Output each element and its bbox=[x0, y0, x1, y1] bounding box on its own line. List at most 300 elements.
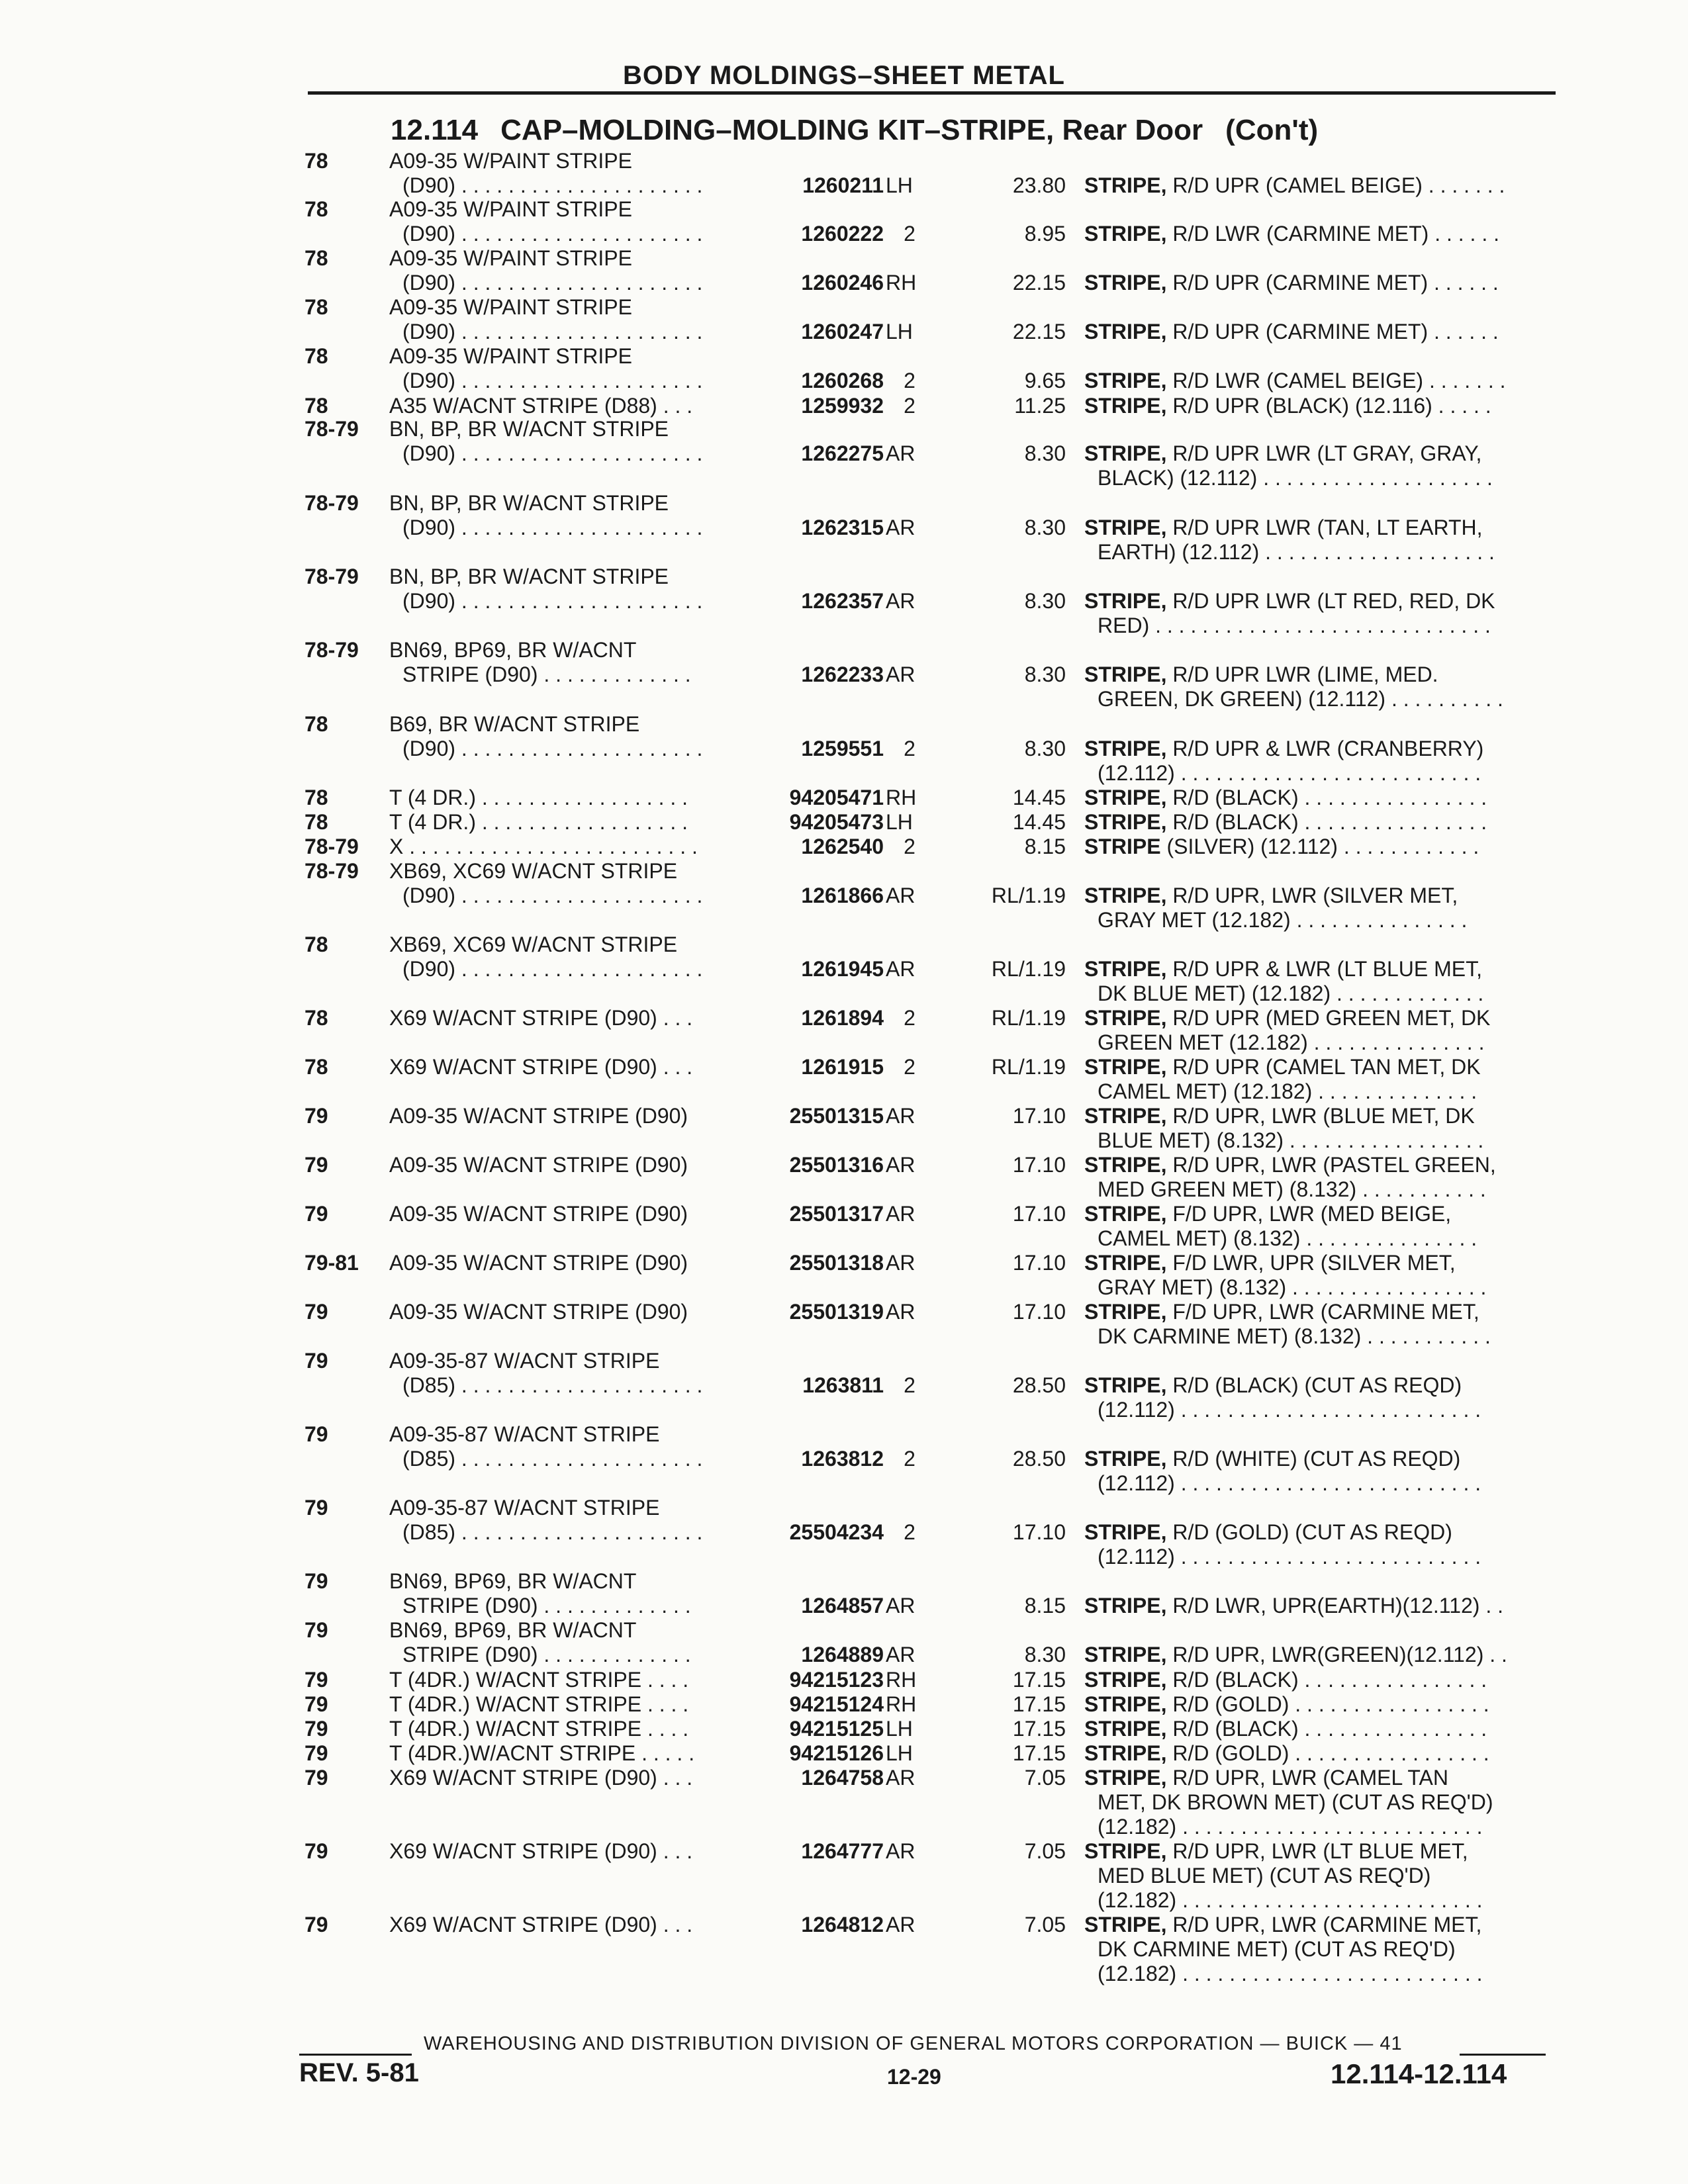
part-row bbox=[0, 1153, 1688, 1201]
model-description bbox=[389, 638, 740, 687]
price: 17.10 bbox=[1012, 1202, 1066, 1226]
part-number: 25501316 bbox=[789, 1153, 884, 1177]
price: 7.05 bbox=[1024, 1766, 1066, 1790]
part-number: 1262357 bbox=[801, 589, 884, 613]
model-line: A09-35 W/ACNT STRIPE (D90) bbox=[389, 1300, 688, 1324]
model-line: T (4 DR.) . . . . . . . . . . . . . . . . . . bbox=[389, 786, 688, 809]
description-line: STRIPE, R/D UPR (BLACK) (12.116) . . . . . bbox=[1084, 394, 1491, 418]
price: 17.10 bbox=[1012, 1300, 1066, 1324]
quantity: 2 bbox=[904, 222, 915, 246]
model-year: 78-79 bbox=[305, 835, 359, 858]
price: RL/1.19 bbox=[991, 1006, 1066, 1030]
part-description bbox=[1084, 810, 1561, 835]
part-number: 1262315 bbox=[801, 516, 884, 539]
part-number: 1264857 bbox=[801, 1594, 884, 1617]
part-number: 1260247 bbox=[801, 320, 884, 343]
model-year: 78 bbox=[305, 712, 328, 736]
description-line: STRIPE, R/D (BLACK) . . . . . . . . . . . . . . . . bbox=[1084, 810, 1487, 834]
part-description bbox=[1084, 1447, 1561, 1496]
model-line: (D90) . . . . . . . . . . . . . . . . . . . . . bbox=[402, 173, 703, 197]
part-description bbox=[1084, 1104, 1561, 1153]
price: 28.50 bbox=[1012, 1447, 1066, 1471]
quantity: LH bbox=[886, 1741, 913, 1765]
model-line: X . . . . . . . . . . . . . . . . . . . . . . . . . bbox=[389, 835, 698, 858]
description-line: CAMEL MET) (8.132) . . . . . . . . . . . . . . . bbox=[1098, 1226, 1477, 1250]
model-line: A09-35 W/ACNT STRIPE (D90) bbox=[389, 1202, 688, 1226]
part-row bbox=[0, 1569, 1688, 1617]
description-line: STRIPE, R/D LWR (CAMEL BEIGE) . . . . . . . bbox=[1084, 369, 1506, 392]
part-description bbox=[1084, 1766, 1561, 1839]
part-row bbox=[0, 638, 1688, 711]
part-description bbox=[1084, 441, 1561, 490]
description-line: STRIPE, R/D LWR, UPR(EARTH)(12.112) . . bbox=[1084, 1594, 1503, 1617]
model-description bbox=[389, 1251, 740, 1275]
quantity: AR bbox=[886, 589, 915, 613]
description-line: STRIPE, R/D UPR, LWR (BLUE MET, DK bbox=[1084, 1104, 1475, 1128]
model-year: 78-79 bbox=[305, 565, 359, 588]
part-number: 1262233 bbox=[801, 662, 884, 686]
price: 11.25 bbox=[1014, 394, 1066, 418]
description-line: STRIPE, R/D (BLACK) . . . . . . . . . . . . . . . . bbox=[1084, 1668, 1487, 1692]
description-line: STRIPE, R/D (BLACK) . . . . . . . . . . . . . . . . bbox=[1084, 786, 1487, 809]
description-line: STRIPE, R/D UPR & LWR (LT BLUE MET, bbox=[1084, 957, 1482, 981]
price: 17.15 bbox=[1012, 1668, 1066, 1692]
quantity: AR bbox=[886, 516, 915, 539]
model-line: A09-35-87 W/ACNT STRIPE bbox=[389, 1496, 660, 1520]
model-year: 79 bbox=[305, 1496, 328, 1520]
revision-label: REV. 5-81 bbox=[299, 2058, 419, 2087]
model-line: (D85) . . . . . . . . . . . . . . . . . . . . . bbox=[402, 1520, 703, 1544]
price: 17.15 bbox=[1012, 1692, 1066, 1716]
price: 17.10 bbox=[1012, 1251, 1066, 1275]
price: 8.30 bbox=[1024, 589, 1066, 613]
description-line: (12.112) . . . . . . . . . . . . . . . . . . . . . . . . . . bbox=[1098, 1398, 1481, 1422]
model-line: STRIPE (D90) . . . . . . . . . . . . . bbox=[402, 1594, 691, 1617]
description-line: STRIPE, R/D LWR (CARMINE MET) . . . . . . bbox=[1084, 222, 1499, 246]
section-title: CAP–MOLDING–MOLDING KIT–STRIPE, Rear Door bbox=[500, 114, 1203, 146]
part-description bbox=[1084, 1251, 1561, 1300]
model-description bbox=[389, 246, 740, 295]
model-line: X69 W/ACNT STRIPE (D90) . . . bbox=[389, 1006, 693, 1030]
part-number: 25501318 bbox=[789, 1251, 884, 1275]
part-description bbox=[1084, 1741, 1561, 1766]
quantity: AR bbox=[886, 1153, 915, 1177]
model-year: 79 bbox=[305, 1618, 328, 1642]
model-description bbox=[389, 565, 740, 614]
model-year: 78-79 bbox=[305, 491, 359, 515]
model-year: 78 bbox=[305, 394, 328, 418]
model-line: (D90) . . . . . . . . . . . . . . . . . . . . . bbox=[402, 271, 703, 295]
description-line: MED BLUE MET) (CUT AS REQ'D) bbox=[1098, 1864, 1431, 1888]
model-line: A09-35 W/ACNT STRIPE (D90) bbox=[389, 1153, 688, 1177]
part-description bbox=[1084, 516, 1561, 565]
part-description bbox=[1084, 1594, 1561, 1618]
part-number: 94205471 bbox=[789, 786, 884, 809]
quantity: AR bbox=[886, 1202, 915, 1226]
section-continued: (Con't) bbox=[1225, 114, 1319, 146]
description-line: STRIPE, R/D UPR, LWR (PASTEL GREEN, bbox=[1084, 1153, 1496, 1177]
part-row bbox=[0, 149, 1688, 197]
description-line: STRIPE (SILVER) (12.112) . . . . . . . . . . . . bbox=[1084, 835, 1479, 858]
description-line: STRIPE, R/D UPR & LWR (CRANBERRY) bbox=[1084, 737, 1484, 760]
model-description bbox=[389, 1496, 740, 1545]
footer-division: WAREHOUSING AND DISTRIBUTION DIVISION OF GENERAL MOTORS CORPORATION — BUICK — 41 bbox=[424, 2033, 1403, 2054]
part-description bbox=[1084, 173, 1561, 198]
section-number: 12.114 bbox=[391, 114, 479, 146]
part-description bbox=[1084, 1839, 1561, 1913]
part-description bbox=[1084, 271, 1561, 295]
model-description bbox=[389, 786, 740, 810]
model-description bbox=[389, 394, 740, 418]
price: 7.05 bbox=[1024, 1913, 1066, 1936]
quantity: 2 bbox=[904, 1055, 915, 1079]
quantity: RH bbox=[886, 271, 917, 295]
description-line: STRIPE, R/D UPR (CARMINE MET) . . . . . . bbox=[1084, 271, 1499, 295]
model-line: (D90) . . . . . . . . . . . . . . . . . . . . . bbox=[402, 589, 703, 613]
price: RL/1.19 bbox=[991, 957, 1066, 981]
part-description bbox=[1084, 884, 1561, 933]
model-description bbox=[389, 933, 740, 981]
model-line: STRIPE (D90) . . . . . . . . . . . . . bbox=[402, 1643, 691, 1666]
model-line: XB69, XC69 W/ACNT STRIPE bbox=[389, 933, 678, 956]
description-line: MET, DK BROWN MET) (CUT AS REQ'D) bbox=[1098, 1790, 1493, 1814]
part-number: 1261866 bbox=[801, 884, 884, 907]
price: 17.15 bbox=[1012, 1717, 1066, 1741]
model-line: BN, BP, BR W/ACNT STRIPE bbox=[389, 491, 669, 515]
quantity: LH bbox=[886, 810, 913, 834]
model-year: 78-79 bbox=[305, 417, 359, 441]
part-row bbox=[0, 1251, 1688, 1299]
part-number: 94215124 bbox=[789, 1692, 884, 1716]
model-year: 78 bbox=[305, 344, 328, 368]
description-line: GRAY MET (12.182) . . . . . . . . . . . . . . . bbox=[1098, 908, 1468, 932]
quantity: LH bbox=[886, 1717, 913, 1741]
description-line: STRIPE, R/D UPR LWR (LT RED, RED, DK bbox=[1084, 589, 1495, 613]
model-line: (D90) . . . . . . . . . . . . . . . . . . . . . bbox=[402, 884, 703, 907]
model-line: (D90) . . . . . . . . . . . . . . . . . . . . . bbox=[402, 737, 703, 760]
part-row bbox=[0, 295, 1688, 343]
part-row bbox=[0, 1055, 1688, 1103]
description-line: STRIPE, R/D UPR, LWR (CAMEL TAN bbox=[1084, 1766, 1448, 1790]
description-line: STRIPE, R/D (BLACK) . . . . . . . . . . . . . . . . bbox=[1084, 1717, 1487, 1741]
part-row bbox=[0, 246, 1688, 295]
part-description bbox=[1084, 1643, 1561, 1667]
price: 8.15 bbox=[1024, 835, 1066, 858]
description-line: STRIPE, R/D UPR (CAMEL BEIGE) . . . . . . . bbox=[1084, 173, 1505, 197]
quantity: AR bbox=[886, 884, 915, 907]
model-description bbox=[389, 1202, 740, 1226]
quantity: RH bbox=[886, 786, 917, 809]
model-description bbox=[389, 712, 740, 761]
page-range: 12.114-12.114 bbox=[1331, 2058, 1507, 2089]
model-line: (D90) . . . . . . . . . . . . . . . . . . . . . bbox=[402, 441, 703, 465]
model-year: 78 bbox=[305, 933, 328, 956]
price: 7.05 bbox=[1024, 1839, 1066, 1863]
quantity: 2 bbox=[904, 835, 915, 858]
description-line: STRIPE, R/D UPR (MED GREEN MET, DK bbox=[1084, 1006, 1491, 1030]
model-line: A35 W/ACNT STRIPE (D88) . . . bbox=[389, 394, 693, 418]
model-line: X69 W/ACNT STRIPE (D90) . . . bbox=[389, 1055, 693, 1079]
quantity: AR bbox=[886, 1594, 915, 1617]
description-line: STRIPE, R/D UPR (CAMEL TAN MET, DK bbox=[1084, 1055, 1481, 1079]
model-description bbox=[389, 835, 740, 859]
model-line: X69 W/ACNT STRIPE (D90) . . . bbox=[389, 1913, 693, 1936]
part-row bbox=[0, 491, 1688, 564]
part-number: 1263811 bbox=[802, 1373, 884, 1397]
price: 22.15 bbox=[1012, 320, 1066, 343]
part-number: 94215125 bbox=[789, 1717, 884, 1741]
model-year: 79 bbox=[305, 1104, 328, 1128]
model-line: A09-35 W/PAINT STRIPE bbox=[389, 246, 632, 270]
model-year: 79 bbox=[305, 1668, 328, 1692]
model-line: T (4DR.)W/ACNT STRIPE . . . . . bbox=[389, 1741, 695, 1765]
part-row bbox=[0, 565, 1688, 637]
price: 9.65 bbox=[1024, 369, 1066, 392]
model-year: 79 bbox=[305, 1717, 328, 1741]
description-line: BLUE MET) (8.132) . . . . . . . . . . . . . . . . . bbox=[1098, 1128, 1484, 1152]
model-description bbox=[389, 1766, 740, 1790]
part-row bbox=[0, 712, 1688, 785]
part-number: 1263812 bbox=[801, 1447, 884, 1471]
part-row bbox=[0, 1618, 1688, 1666]
description-line: MED GREEN MET) (8.132) . . . . . . . . . . . bbox=[1098, 1177, 1486, 1201]
part-number: 1264889 bbox=[801, 1643, 884, 1666]
quantity: AR bbox=[886, 1766, 915, 1790]
description-line: STRIPE, R/D (GOLD) . . . . . . . . . . . . . . . . . bbox=[1084, 1692, 1489, 1716]
description-line: GRAY MET) (8.132) . . . . . . . . . . . . . . . . . bbox=[1098, 1275, 1487, 1299]
quantity: AR bbox=[886, 957, 915, 981]
part-number: 94205473 bbox=[789, 810, 884, 834]
description-line: STRIPE, R/D UPR, LWR(GREEN)(12.112) . . bbox=[1084, 1643, 1507, 1666]
part-description bbox=[1084, 1202, 1561, 1251]
model-year: 79 bbox=[305, 1839, 328, 1863]
description-line: STRIPE, R/D UPR (CARMINE MET) . . . . . . bbox=[1084, 320, 1499, 343]
quantity: AR bbox=[886, 1251, 915, 1275]
model-line: (D90) . . . . . . . . . . . . . . . . . . . . . bbox=[402, 320, 703, 343]
part-description bbox=[1084, 1300, 1561, 1349]
part-row bbox=[0, 1766, 1688, 1839]
description-line: STRIPE, R/D UPR, LWR (LT BLUE MET, bbox=[1084, 1839, 1468, 1863]
model-year: 79 bbox=[305, 1569, 328, 1593]
description-line: STRIPE, F/D LWR, UPR (SILVER MET, bbox=[1084, 1251, 1456, 1275]
part-description bbox=[1084, 394, 1561, 418]
description-line: STRIPE, R/D (BLACK) (CUT AS REQD) bbox=[1084, 1373, 1462, 1397]
part-row bbox=[0, 1006, 1688, 1054]
description-line: DK CARMINE MET) (8.132) . . . . . . . . . . . bbox=[1098, 1324, 1491, 1348]
model-description bbox=[389, 491, 740, 540]
part-row bbox=[0, 1496, 1688, 1569]
part-row bbox=[0, 1422, 1688, 1495]
model-year: 78 bbox=[305, 149, 328, 173]
part-number: 1260211 bbox=[802, 173, 884, 197]
description-line: EARTH) (12.112) . . . . . . . . . . . . . . . . . . . . bbox=[1098, 540, 1495, 564]
part-description bbox=[1084, 835, 1561, 859]
part-number: 1261894 bbox=[801, 1006, 884, 1030]
model-line: T (4DR.) W/ACNT STRIPE . . . . bbox=[389, 1717, 689, 1741]
model-year: 79 bbox=[305, 1741, 328, 1765]
part-row bbox=[0, 933, 1688, 1005]
model-description bbox=[389, 197, 740, 246]
price: 8.30 bbox=[1024, 441, 1066, 465]
part-row bbox=[0, 1300, 1688, 1348]
model-description bbox=[389, 1006, 740, 1030]
price: RL/1.19 bbox=[991, 1055, 1066, 1079]
model-line: X69 W/ACNT STRIPE (D90) . . . bbox=[389, 1839, 693, 1863]
quantity: 2 bbox=[904, 737, 915, 760]
model-line: A09-35 W/ACNT STRIPE (D90) bbox=[389, 1104, 688, 1128]
part-number: 94215123 bbox=[789, 1668, 884, 1692]
model-line: BN, BP, BR W/ACNT STRIPE bbox=[389, 417, 669, 441]
model-year: 79 bbox=[305, 1692, 328, 1716]
model-description bbox=[389, 344, 740, 393]
footer-rule-left bbox=[299, 2054, 412, 2056]
quantity: AR bbox=[886, 662, 915, 686]
model-line: (D85) . . . . . . . . . . . . . . . . . . . . . bbox=[402, 1373, 703, 1397]
model-description bbox=[389, 1839, 740, 1864]
part-number: 1264758 bbox=[801, 1766, 884, 1790]
part-description bbox=[1084, 320, 1561, 344]
model-description bbox=[389, 1741, 740, 1766]
model-description bbox=[389, 1692, 740, 1717]
model-line: (D85) . . . . . . . . . . . . . . . . . . . . . bbox=[402, 1447, 703, 1471]
part-description bbox=[1084, 1055, 1561, 1104]
model-description bbox=[389, 417, 740, 466]
price: 8.30 bbox=[1024, 737, 1066, 760]
part-number: 1262275 bbox=[801, 441, 884, 465]
model-description bbox=[389, 1055, 740, 1079]
model-line: A09-35 W/PAINT STRIPE bbox=[389, 344, 632, 368]
model-description bbox=[389, 1618, 740, 1667]
model-line: BN69, BP69, BR W/ACNT bbox=[389, 1569, 637, 1593]
model-line: BN69, BP69, BR W/ACNT bbox=[389, 1618, 637, 1642]
price: 8.30 bbox=[1024, 1643, 1066, 1666]
part-row bbox=[0, 1104, 1688, 1152]
quantity: LH bbox=[886, 173, 913, 197]
part-row bbox=[0, 1349, 1688, 1422]
part-description bbox=[1084, 1692, 1561, 1717]
price: 8.30 bbox=[1024, 516, 1066, 539]
model-line: XB69, XC69 W/ACNT STRIPE bbox=[389, 859, 678, 883]
part-description bbox=[1084, 1717, 1561, 1741]
price: 8.30 bbox=[1024, 662, 1066, 686]
quantity: 2 bbox=[904, 369, 915, 392]
price: 8.95 bbox=[1024, 222, 1066, 246]
model-description bbox=[389, 1668, 740, 1692]
model-line: T (4 DR.) . . . . . . . . . . . . . . . . . . bbox=[389, 810, 688, 834]
quantity: LH bbox=[886, 320, 913, 343]
price: 17.10 bbox=[1012, 1104, 1066, 1128]
model-year: 78 bbox=[305, 295, 328, 319]
part-number: 1260246 bbox=[801, 271, 884, 295]
part-number: 1260268 bbox=[801, 369, 884, 392]
description-line: STRIPE, R/D (GOLD) (CUT AS REQD) bbox=[1084, 1520, 1452, 1544]
model-line: T (4DR.) W/ACNT STRIPE . . . . bbox=[389, 1692, 689, 1716]
part-description bbox=[1084, 786, 1561, 810]
part-number: 1260222 bbox=[801, 222, 884, 246]
description-line: RED) . . . . . . . . . . . . . . . . . . . . . . . . . . . . . bbox=[1098, 614, 1491, 637]
description-line: (12.112) . . . . . . . . . . . . . . . . . . . . . . . . . . bbox=[1098, 761, 1481, 785]
part-number: 1264777 bbox=[801, 1839, 884, 1863]
quantity: 2 bbox=[904, 1520, 915, 1544]
part-description bbox=[1084, 1668, 1561, 1692]
model-year: 78 bbox=[305, 1055, 328, 1079]
model-description bbox=[389, 1153, 740, 1177]
part-row bbox=[0, 344, 1688, 392]
part-number: 1262540 bbox=[801, 835, 884, 858]
part-number: 25501319 bbox=[789, 1300, 884, 1324]
model-description bbox=[389, 149, 740, 198]
description-line: STRIPE, R/D UPR LWR (LIME, MED. bbox=[1084, 662, 1438, 686]
description-line: STRIPE, F/D UPR, LWR (MED BEIGE, bbox=[1084, 1202, 1452, 1226]
model-description bbox=[389, 1717, 740, 1741]
description-line: GREEN, DK GREEN) (12.112) . . . . . . . . . . bbox=[1098, 687, 1503, 711]
description-line: (12.112) . . . . . . . . . . . . . . . . . . . . . . . . . . bbox=[1098, 1471, 1481, 1495]
quantity: AR bbox=[886, 1913, 915, 1936]
model-year: 79 bbox=[305, 1422, 328, 1446]
description-line: BLACK) (12.112) . . . . . . . . . . . . . . . . . . . . bbox=[1098, 466, 1493, 490]
part-number: 94215126 bbox=[789, 1741, 884, 1765]
model-year: 78 bbox=[305, 246, 328, 270]
model-year: 78-79 bbox=[305, 859, 359, 883]
part-row bbox=[0, 1202, 1688, 1250]
footer-rule-right bbox=[1460, 2054, 1546, 2056]
part-number: 1261915 bbox=[801, 1055, 884, 1079]
part-number: 1261945 bbox=[801, 957, 884, 981]
description-line: STRIPE, R/D UPR, LWR (CARMINE MET, bbox=[1084, 1913, 1482, 1936]
price: 17.10 bbox=[1012, 1153, 1066, 1177]
model-line: A09-35 W/PAINT STRIPE bbox=[389, 295, 632, 319]
description-line: STRIPE, R/D UPR LWR (LT GRAY, GRAY, bbox=[1084, 441, 1482, 465]
model-line: A09-35-87 W/ACNT STRIPE bbox=[389, 1422, 660, 1446]
description-line: STRIPE, R/D (WHITE) (CUT AS REQD) bbox=[1084, 1447, 1461, 1471]
model-line: T (4DR.) W/ACNT STRIPE . . . . bbox=[389, 1668, 689, 1692]
model-year: 78 bbox=[305, 1006, 328, 1030]
quantity: 2 bbox=[904, 394, 915, 418]
price: 14.45 bbox=[1012, 810, 1066, 834]
model-line: STRIPE (D90) . . . . . . . . . . . . . bbox=[402, 662, 691, 686]
description-line: CAMEL MET) (12.182) . . . . . . . . . . . . . . bbox=[1098, 1079, 1477, 1103]
part-description bbox=[1084, 369, 1561, 393]
part-description bbox=[1084, 589, 1561, 638]
model-year: 79-81 bbox=[305, 1251, 359, 1275]
part-number: 25501317 bbox=[789, 1202, 884, 1226]
model-year: 79 bbox=[305, 1766, 328, 1790]
quantity: AR bbox=[886, 1839, 915, 1863]
model-line: (D90) . . . . . . . . . . . . . . . . . . . . . bbox=[402, 957, 703, 981]
model-year: 79 bbox=[305, 1913, 328, 1936]
quantity: 2 bbox=[904, 1447, 915, 1471]
model-line: (D90) . . . . . . . . . . . . . . . . . . . . . bbox=[402, 516, 703, 539]
quantity: 2 bbox=[904, 1006, 915, 1030]
model-description bbox=[389, 1913, 740, 1937]
description-line: GREEN MET (12.182) . . . . . . . . . . . . . . . bbox=[1098, 1030, 1485, 1054]
model-line: A09-35 W/ACNT STRIPE (D90) bbox=[389, 1251, 688, 1275]
model-description bbox=[389, 1104, 740, 1128]
model-year: 79 bbox=[305, 1153, 328, 1177]
description-line: (12.182) . . . . . . . . . . . . . . . . . . . . . . . . . . bbox=[1098, 1815, 1483, 1839]
part-number: 1264812 bbox=[801, 1913, 884, 1936]
quantity: 2 bbox=[904, 1373, 915, 1397]
price: 22.15 bbox=[1012, 271, 1066, 295]
part-number: 25504234 bbox=[789, 1520, 884, 1544]
model-line: (D90) . . . . . . . . . . . . . . . . . . . . . bbox=[402, 369, 703, 392]
description-line: (12.182) . . . . . . . . . . . . . . . . . . . . . . . . . . bbox=[1098, 1888, 1483, 1912]
model-description bbox=[389, 1349, 740, 1398]
description-line: (12.112) . . . . . . . . . . . . . . . . . . . . . . . . . . bbox=[1098, 1545, 1481, 1569]
part-description bbox=[1084, 222, 1561, 246]
part-row bbox=[0, 417, 1688, 490]
model-line: A09-35 W/PAINT STRIPE bbox=[389, 149, 632, 173]
